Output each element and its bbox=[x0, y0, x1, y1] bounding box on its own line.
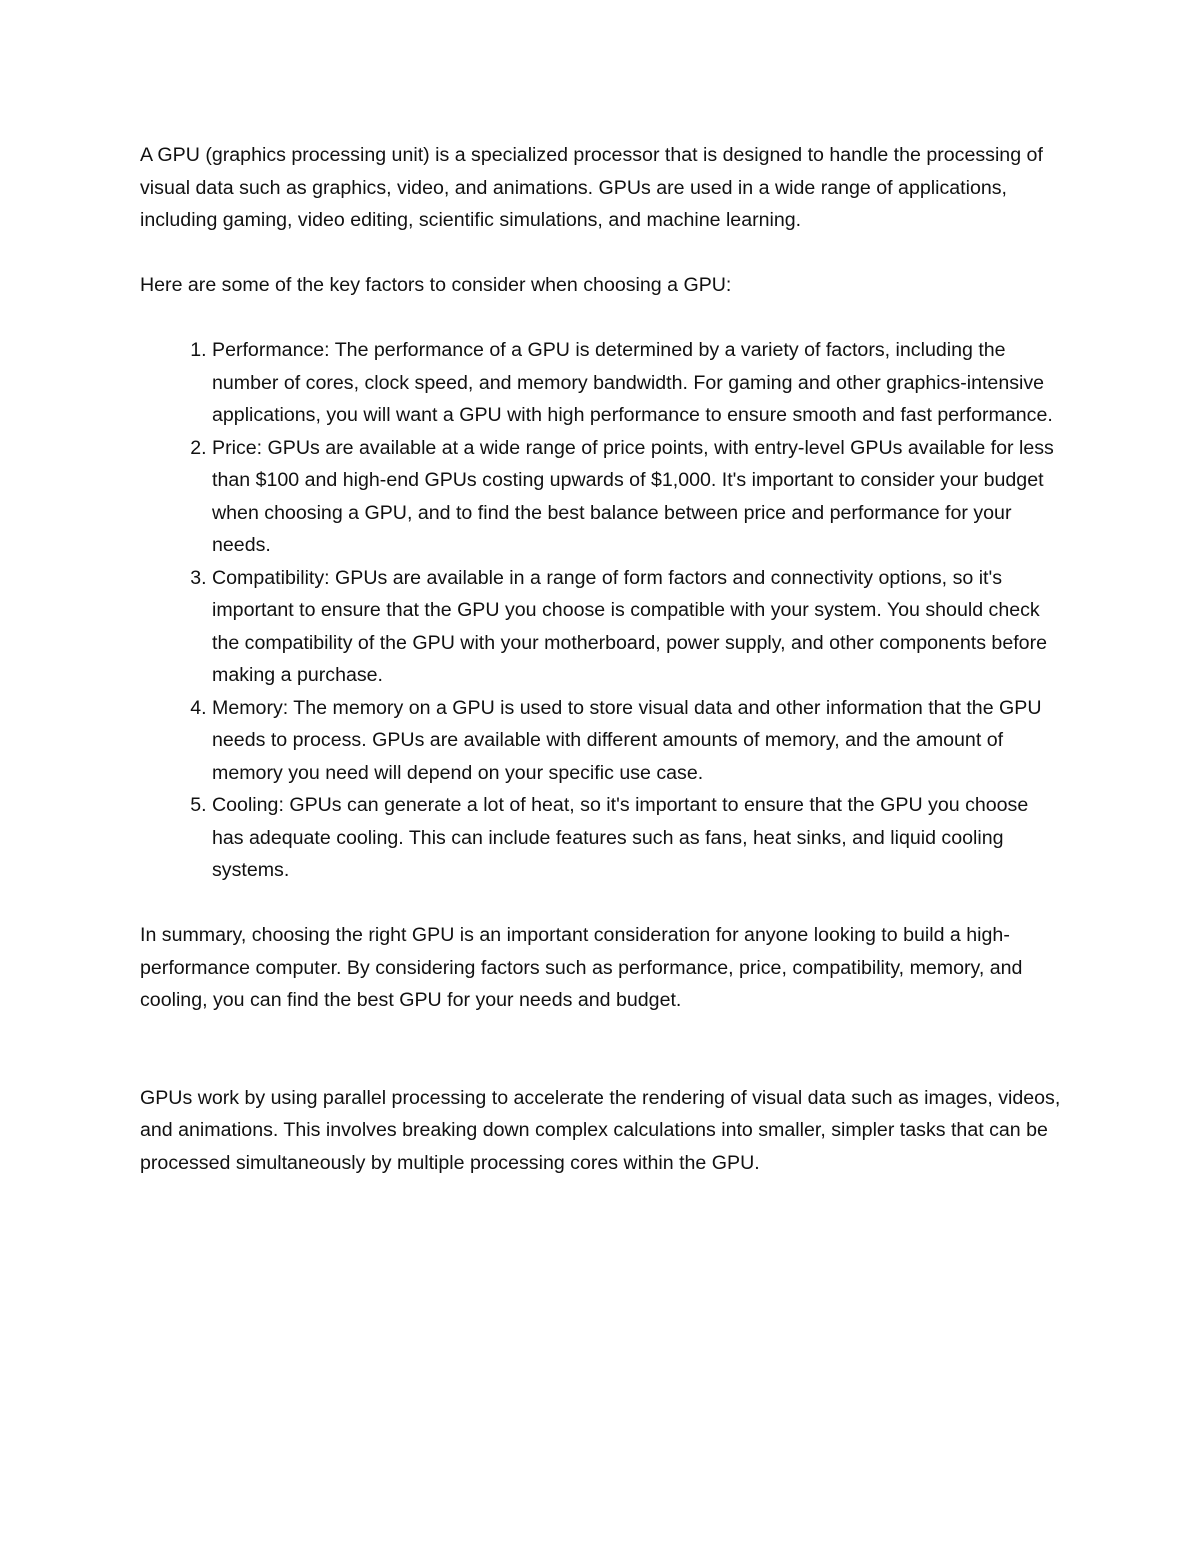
list-item: 2. Price: GPUs are available at a wide range of price points, with entry-level GPUs available for less than $100 and high-end GPUs costing upwards of $1,000. It's important to consider your budget when choosing a GPU, and to find the best balance between price and performance for your needs. bbox=[212, 432, 1065, 562]
how-gpus-work-paragraph: GPUs work by using parallel processing to accelerate the rendering of visual data such as images, videos, and animations. This involves breaking down complex calculations into smaller, simpler tasks that can be processed simultaneously by multiple processing cores within the GPU. bbox=[140, 1086, 1061, 1174]
blank-line bbox=[140, 1049, 1065, 1082]
factors-intro: Here are some of the key factors to consider when choosing a GPU: bbox=[140, 274, 732, 296]
list-item: 4. Memory: The memory on a GPU is used to store visual data and other information that the GPU needs to process. GPUs are available with different amounts of memory, and the amount of memory you need will depend on your specific use case. bbox=[212, 692, 1065, 790]
list-item: 3. Compatibility: GPUs are available in a range of form factors and connectivity options, so it's important to ensure that the GPU you choose is compatible with your system. You should check the compatibility of the GPU with your motherboard, power supply, and other components before making a purchase. bbox=[212, 562, 1065, 692]
list-item: 1. Performance: The performance of a GPU is determined by a variety of factors, including the number of cores, clock speed, and memory bandwidth. For gaming and other graphics-intensive applications, you will want a GPU with high performance to ensure smooth and fast performance. bbox=[212, 334, 1065, 432]
list-item: 5. Cooling: GPUs can generate a lot of heat, so it's important to ensure that the GPU you choose has adequate cooling. This can include features such as fans, heat sinks, and liquid cooling systems. bbox=[212, 789, 1065, 887]
factors-list bbox=[140, 334, 1065, 887]
summary-paragraph: In summary, choosing the right GPU is an important consideration for anyone looking to build a high-performance computer. By considering factors such as performance, price, compatibility, memory, and cooling, you can find the best GPU for your needs and budget. bbox=[140, 924, 1023, 1011]
document-page bbox=[140, 139, 1065, 1212]
intro-paragraph: A GPU (graphics processing unit) is a specialized processor that is designed to handle the processing of visual data such as graphics, video, and animations. GPUs are used in a wide range of applications, including gaming, video editing, scientific simulations, and machine learning. bbox=[140, 144, 1043, 231]
